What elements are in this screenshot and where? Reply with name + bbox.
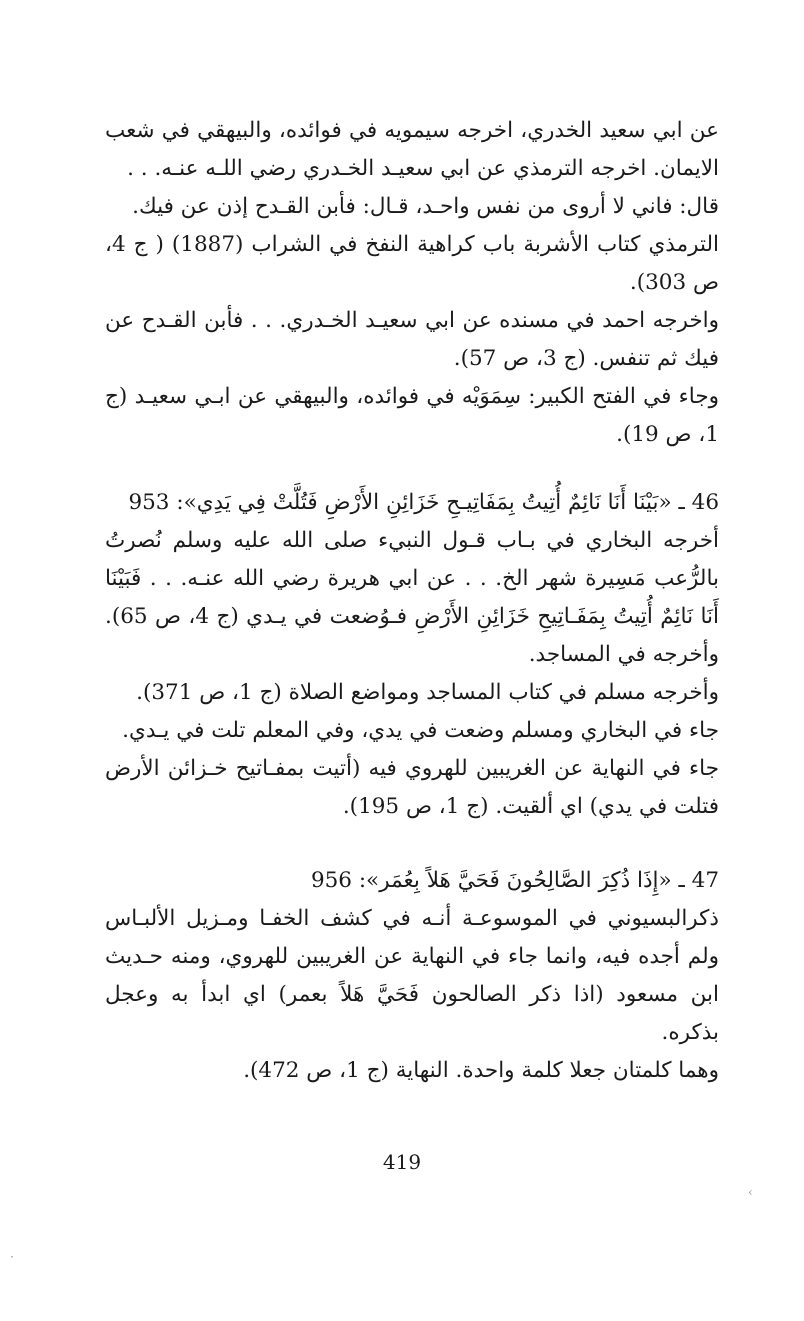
paragraph: ذكرالبسيوني في الموسوعـة أنـه في كشف الخفـا ومـزيل الألبـاس ولم أجده فيه، وانما جاء في النهاية عن الغريبين للهروي، ومنه حـديث ابن مسعود (اذا ذكر الصالحون فَحَيَّ هَلاً بعمر) اي ابدأ به وعجل بذكره. [105,906,719,1045]
scan-speck-icon: · [10,1250,14,1264]
paragraph: جاء في البخاري ومسلم وضعت في يدي، وفي المعلم تلت في يـدي. [122,718,719,743]
paragraph: وجاء في الفتح الكبير: سِمَوَيْه في فوائده، والبيهقي عن ابـي سعيـد (ج 1، ص 19). [105,384,719,447]
entry-heading: 46 ـ «بَيْنَا أَنَا نَائِمٌ أُتِيتُ بِمَفَاتِيـحِ خَزَائِنِ الأَرْضِ فَتُلَّتْ فِي يَدِي»: 953 [128,490,719,515]
paragraph: الترمذي كتاب الأشربة باب كراهية النفخ في الشراب (1887) ( ج 4، ص 303). [105,232,719,295]
section-3-entry-47 [105,862,719,1090]
paragraph: وهما كلمتان جعلا كلمة واحدة. النهاية (ج 1، ص 472). [243,1058,719,1083]
paragraph: واخرجه احمد في مسنده عن ابي سعيـد الخـدري. . . فأبن القـدح عن فيك ثم تنفس. (ج 3، ص 57). [105,308,719,371]
section-2-entry-46 [105,484,719,826]
paragraph: قال: فاني لا أروى من نفس واحـد، قـال: فأبن القـدح إذن عن فيك. [132,194,719,219]
paragraph: وأخرجه مسلم في كتاب المساجد ومواضع الصلاة (ج 1، ص 371). [136,680,719,705]
section-1-text [105,112,719,454]
paragraph: جاء في النهاية عن الغريبين للهروي فيه (أتيت بمفـاتيح خـزائن الأرض فتلت في يدي) اي ألقيت. (ج 1، ص 195). [105,756,719,819]
scan-speck-icon: ‹ [748,1185,753,1199]
paragraph: عن ابي سعيد الخدري، اخرجه سيمويه في فوائده، والبيهقي في شعب الايمان. اخرجه الترمذي عن ابي سعيـد الخـدري رضي اللـه عنـه. . . [105,118,719,181]
paragraph: أخرجه البخاري في بـاب قـول النبيء صلى الله عليه وسلم نُصرتُ بالرُّعب مَسِيرة شهر الخ. . . عن ابي هريرة رضي الله عنـه. . . فَبَيْنَا أَنَا نَائِمٌ أُتِيتُ بِمَفَـاتِيحِ خَزَائِنِ الأَرْضِ فـوُضعت في يـدي (ج 4، ص 65). وأخرجه في المساجد. [105,528,719,667]
page-number: 419 [382,1150,422,1174]
entry-heading: 47 ـ «إِذَا ذُكِرَ الصَّالِحُونَ فَحَيَّ هَلاً بِعُمَر»: 956 [310,868,719,893]
